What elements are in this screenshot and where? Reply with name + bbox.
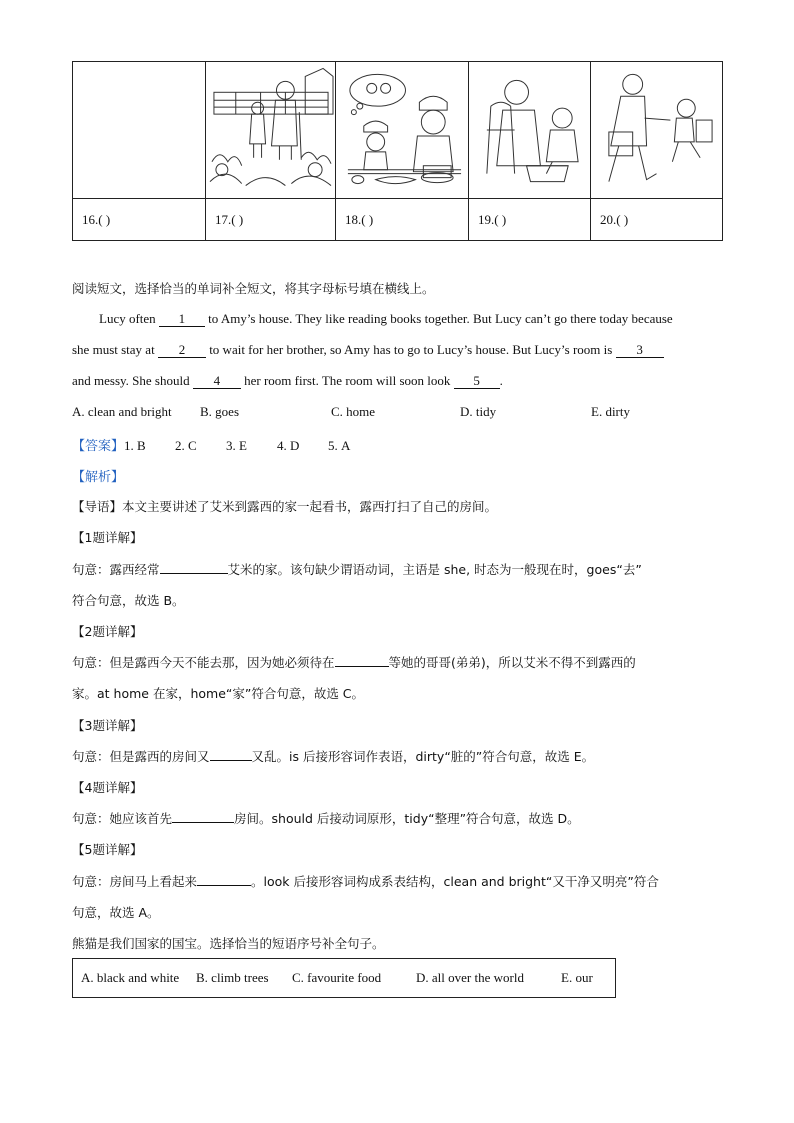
blank-4: 4 [193, 374, 241, 389]
detail-text: 句意：她应该首先 [72, 811, 173, 826]
detail-text: 房间。should 后接动词原形，tidy“整理”符合句意，故选 D。 [234, 811, 580, 826]
detail-text: 艾米的家。该句缺少谓语动词，主语是 she, 时态为一般现在时，goes“去” [227, 562, 642, 577]
detail-1-title: 【1题详解】 [72, 530, 143, 545]
picture-cooking-with-mom [336, 62, 469, 199]
detail-2-line-2: 家。at home 在家，home“家”符合句意，故选 C。 [72, 686, 365, 701]
phrase-options-box [72, 958, 616, 998]
phrase-option-a: A. black and white [81, 970, 180, 985]
detail-1-line-1 [72, 560, 642, 578]
detail-5-title: 【5题详解】 [72, 842, 143, 857]
detail-text: 句意：露西经常 [72, 562, 160, 577]
washing-feet-illustration [469, 62, 590, 198]
detail-4-title: 【4题详解】 [72, 780, 143, 795]
detail-text: 又乱。is 后接形容词作表语，dirty“脏的”符合句意，故选 E。 [251, 749, 595, 764]
answer-item: 4. D [277, 438, 300, 453]
phrase-option-c: C. favourite food [292, 970, 382, 985]
detail-text: 句意：但是露西今天不能去那，因为她必须待在 [72, 655, 335, 670]
option-b: B. goes [200, 404, 239, 419]
picture-washing-grandma-feet [469, 62, 591, 199]
word-options [72, 404, 630, 420]
question-20-label: 20.( ) [591, 199, 723, 241]
passage-text: she must stay at [72, 342, 158, 357]
blank-2: 2 [158, 343, 206, 358]
detail-3-title: 【3题详解】 [72, 718, 143, 733]
detail-5-line-1 [72, 872, 659, 890]
answer-line [72, 435, 350, 454]
analysis-tag: 【解析】 [72, 470, 125, 485]
answer-tag: 【答案】 [72, 439, 125, 454]
detail-4-line-1 [72, 809, 580, 827]
picture-shopping-with-grandma [591, 62, 723, 199]
passage-text: to wait for her brother, so Amy has to go to Lucy’s house. But Lucy’s room is [205, 342, 616, 357]
detail-text: 句意：但是露西的房间又 [72, 749, 210, 764]
answer-item: 3. E [226, 438, 247, 453]
picture-cell-empty [73, 62, 206, 199]
picture-table [72, 61, 723, 241]
detail-blank [172, 822, 234, 823]
detail-2-line-1 [72, 653, 636, 671]
guide-text: 本文主要讲述了艾米到露西的家一起看书，露西打扫了自己的房间。 [122, 499, 498, 514]
detail-blank [335, 666, 389, 667]
question-18-label: 18.( ) [336, 199, 469, 241]
answer-item: 2. C [175, 438, 197, 453]
answer-item: 1. B [124, 438, 146, 453]
detail-text: 等她的哥哥(弟弟)，所以艾米不得不到露西的 [388, 655, 636, 670]
blank-3: 3 [616, 343, 664, 358]
detail-3-line-1 [72, 747, 594, 765]
answer-item: 5. A [328, 438, 351, 453]
passage-text: and messy. She should [72, 373, 193, 388]
passage-text: . [499, 373, 503, 388]
passage-text: to Amy’s house. They like reading books together. But Lucy can’t go there today because [204, 311, 673, 326]
question-17-label: 17.( ) [206, 199, 336, 241]
cooking-illustration [336, 62, 468, 198]
option-c: C. home [331, 404, 376, 419]
question-19-label: 19.( ) [469, 199, 591, 241]
detail-blank [210, 760, 252, 761]
phrase-option-b: B. climb trees [196, 970, 269, 985]
detail-blank [197, 885, 251, 886]
passage-line-2 [72, 342, 664, 358]
shopping-illustration [591, 62, 722, 198]
picture-grandpa-and-boy-in-garden [206, 62, 336, 199]
detail-text: 句意：房间马上看起来 [72, 874, 198, 889]
passage-text: her room first. The room will soon look [240, 373, 454, 388]
reading-instruction: 阅读短文，选择恰当的单词补全短文，将其字母标号填在横线上。 [72, 281, 435, 296]
detail-1-line-2: 符合句意，故选 B。 [72, 593, 185, 608]
option-a: A. clean and bright [72, 404, 172, 419]
question-16-label: 16.( ) [73, 199, 206, 241]
guide-line [72, 497, 497, 515]
option-e: E. dirty [591, 404, 630, 419]
detail-5-line-2: 句意，故选 A。 [72, 905, 160, 920]
phrase-option-e: E. our [561, 970, 593, 985]
blank-1: 1 [159, 312, 205, 327]
detail-text: 。look 后接形容词构成系表结构，clean and bright“又干净又明亮”符合 [251, 874, 659, 889]
guide-tag: 【导语】 [72, 499, 123, 514]
passage-text: Lucy often [99, 311, 159, 326]
blank-5: 5 [454, 374, 500, 389]
panda-instruction: 熊猫是我们国家的国宝。选择恰当的短语序号补全句子。 [72, 936, 385, 951]
phrase-option-d: D. all over the world [416, 970, 524, 985]
option-d: D. tidy [460, 404, 497, 419]
passage-line-1 [99, 311, 673, 327]
detail-2-title: 【2题详解】 [72, 624, 143, 639]
passage-line-3 [72, 373, 503, 389]
detail-blank [160, 573, 228, 574]
garden-illustration [206, 62, 335, 198]
